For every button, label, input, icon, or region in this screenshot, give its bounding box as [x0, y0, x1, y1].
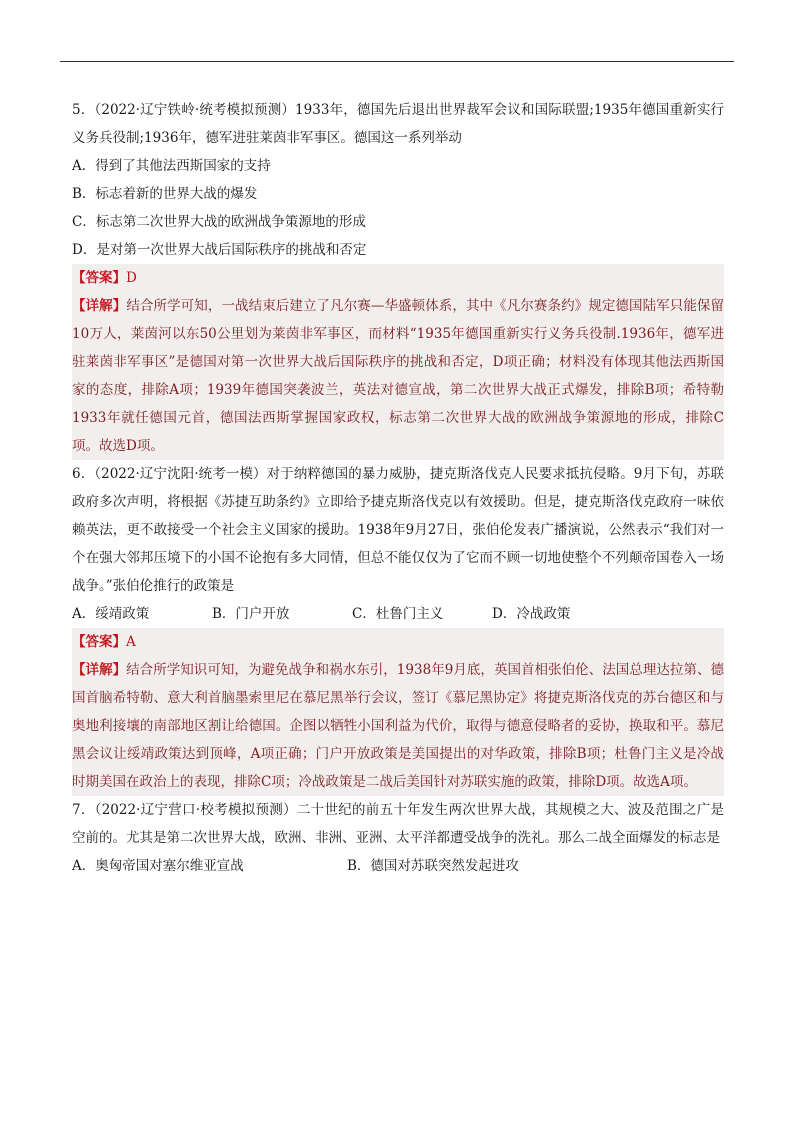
question-5-explanation — [72, 292, 724, 460]
explanation-tag: 【详解】 — [72, 298, 127, 314]
question-6-stem: 6．（2022·辽宁沈阳·统考一模）对于纳粹德国的暴力威胁，捷克斯洛伐克人民要求抵抗侵略。9月下旬，苏联政府多次声明，将根据《苏捷互助条约》立即给予捷克斯洛伐克以有效援助。但是，捷克斯洛伐克政府一味依赖英法，更不敢接受一个社会主义国家的援助。1938年9月27日，张伯伦发表广播演说，公然表示“我们对一个在强大邻邦压境下的小国不论抱有多大同情，但总不能仅仅为了它而不顾一切地使整个不列颠帝国卷入一场战争。”张伯伦推行的政策是 — [72, 466, 724, 594]
explanation-tag: 【详解】 — [72, 662, 127, 678]
question-6-option-a: A．绥靖政策 — [72, 606, 150, 622]
answer-value: D — [126, 270, 137, 286]
question-6-explanation — [72, 656, 724, 796]
question-5-option-d: D．是对第一次世界大战后国际秩序的挑战和否定 — [72, 242, 367, 258]
question-6-option-b: B．门户开放 — [212, 606, 290, 622]
answer-tag: 【答案】 — [72, 270, 126, 286]
question-7-option-a: A．奥匈帝国对塞尔维亚宣战 — [72, 858, 244, 874]
answer-tag: 【答案】 — [72, 634, 126, 650]
question-5-answer — [72, 264, 724, 292]
document-page — [72, 96, 724, 880]
explanation-text: 结合所学知识可知，为避免战争和祸水东引，1938年9月底，英国首相张伯伦、法国总理达拉第、德国首脑希特勒、意大利首脑墨索里尼在慕尼黑举行会议，签订《慕尼黑协定》将捷克斯洛伐克的苏台德区和与奥地利接壤的南部地区割让给德国。企图以牺牲小国利益为代价，取得与德意侵略者的妥协，换取和平。慕尼黑会议让绥靖政策达到顶峰，A项正确；门户开放政策是美国提出的对华政策，排除B项；杜鲁门主义是冷战时期美国在政治上的表现，排除C项；冷战政策是二战后美国针对苏联实施的政策，排除D项。故选A项。 — [72, 662, 724, 790]
question-5-option-b: B．标志着新的世界大战的爆发 — [72, 186, 258, 202]
question-7-stem: 7．（2022·辽宁营口·校考模拟预测）二十世纪的前五十年发生两次世界大战，其规模之大、波及范围之广是空前的。尤其是第二次世界大战，欧洲、非洲、亚洲、太平洋都遭受战争的洗礼。那么二战全面爆发的标志是 — [72, 802, 724, 846]
question-6-options — [72, 600, 724, 628]
answer-value: A — [126, 634, 136, 650]
header-rule — [60, 61, 734, 62]
explanation-text: 结合所学可知，一战结束后建立了凡尔赛—华盛顿体系，其中《凡尔赛条约》规定德国陆军只能保留10万人，莱茵河以东50公里划为莱茵非军事区，而材料“1935年德国重新实行义务兵役制.1936年，德军进驻莱茵非军事区”是德国对第一次世界大战后国际秩序的挑战和否定，D项正确；材料没有体现其他法西斯国家的态度，排除A项；1939年德国突袭波兰，英法对德宣战，第二次世界大战正式爆发，排除B项；希特勒1933年就任德国元首，德国法西斯掌握国家政权，标志第二次世界大战的欧洲战争策源地的形成，排除C项。故选D项。 — [72, 298, 725, 454]
question-6-option-c: C．杜鲁门主义 — [352, 606, 444, 622]
question-5-option-c: C．标志第二次世界大战的欧洲战争策源地的形成 — [72, 214, 366, 230]
question-5-option-a: A．得到了其他法西斯国家的支持 — [72, 158, 271, 174]
question-7-options — [72, 852, 724, 880]
question-6-answer — [72, 628, 724, 656]
question-5-stem: 5．（2022·辽宁铁岭·统考模拟预测）1933年，德国先后退出世界裁军会议和国际联盟;1935年德国重新实行义务兵役制;1936年，德军进驻莱茵非军事区。德国这一系列举动 — [72, 102, 724, 146]
question-7-option-b: B．德国对苏联突然发起进攻 — [347, 858, 519, 874]
question-6-option-d: D．冷战政策 — [492, 606, 571, 622]
